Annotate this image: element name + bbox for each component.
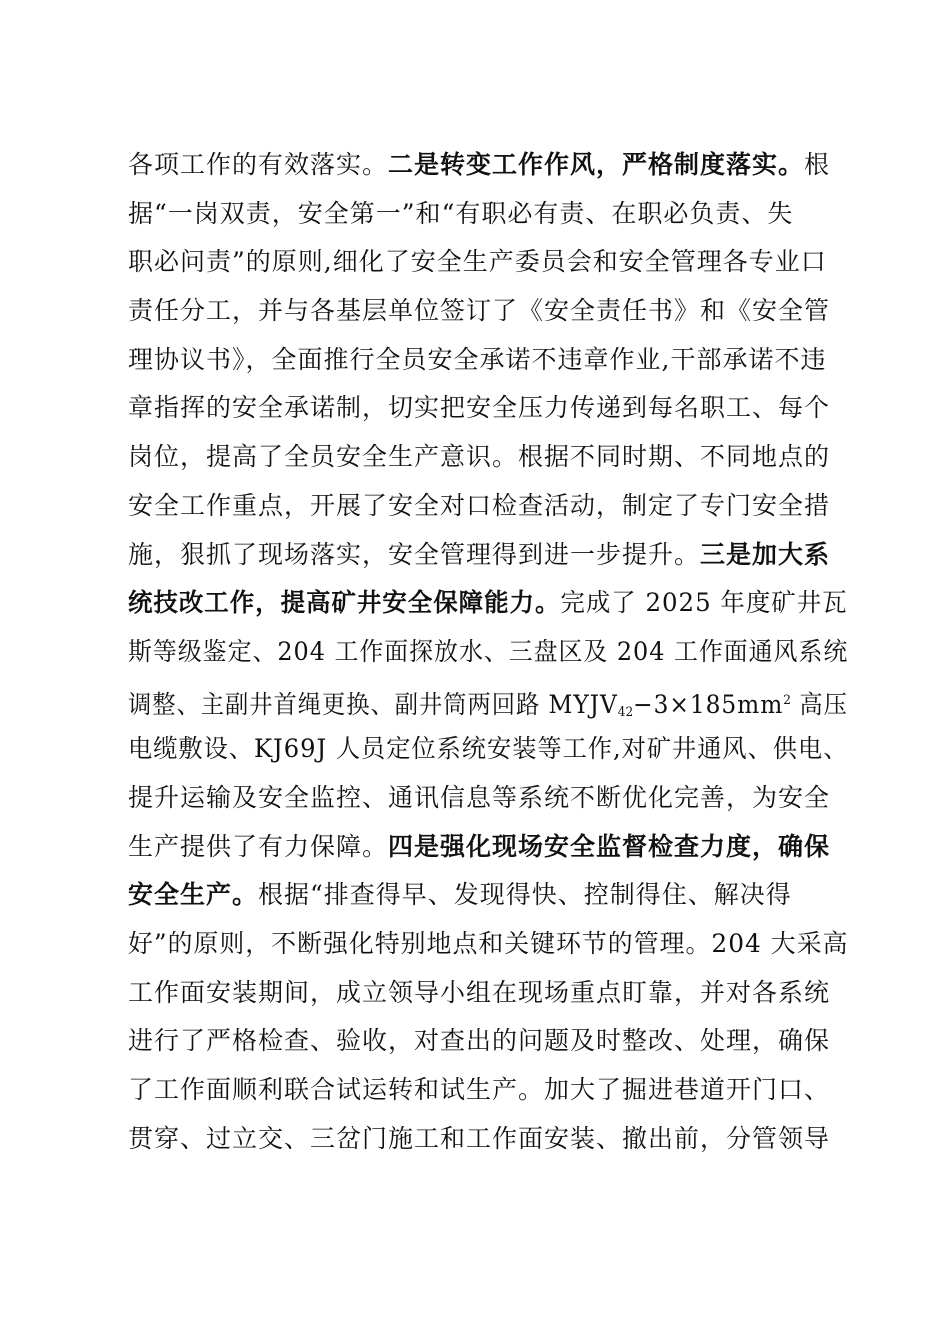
text-segment: 职必问责”的原则,细化了安全生产委员会和安全管理各专业口 [128,247,827,277]
text-line [128,823,848,872]
text-segment: 提升运输及安全监控、通讯信息等系统不断优化完善，为安全 [128,782,831,812]
text-line [128,287,848,336]
text-line [128,433,848,482]
subscript-text: 42 [617,704,634,720]
text-segment: 调整、主副井首绳更换、副井筒两回路 MYJV [128,689,618,719]
text-line [128,969,848,1018]
bold-text-segment: 二是转变工作作风，严格制度落实。 [388,150,805,179]
bold-text-segment: 统技改工作，提高矿井安全保障能力。 [128,588,561,618]
text-segment: 责任分工，并与各基层单位签订了《安全责任书》和《安全管 [128,296,831,326]
text-segment: 安全工作重点，开展了安全对口检查活动，制定了专门安全措 [128,490,831,520]
text-line [128,238,848,287]
text-line [128,141,848,190]
text-segment: 生产提供了有力保障。 [128,831,389,861]
text-segment: 理协议书》，全面推行全员安全承诺不违章作业,干部承诺不违 [128,344,827,374]
bold-text-segment: 安全生产。 [128,880,259,910]
text-line [128,1115,848,1164]
text-segment: 电缆敷设、KJ69J 人员定位系统安装等工作,对矿井通风、供电、 [128,734,849,764]
text-segment: 完成了 2025 年度矿井瓦 [560,588,848,618]
bold-text-segment: 三是加大系 [700,539,831,569]
text-line [128,384,848,433]
text-line [128,920,849,969]
bold-text-segment: 四是强化现场安全监督检查力度，确保 [388,831,831,861]
text-segment: 施，狠抓了现场落实，安全管理得到进一步提升。 [128,539,701,569]
text-line [128,628,849,677]
text-line [128,725,849,774]
text-line [128,1017,848,1066]
superscript-text: 2 [783,692,791,708]
text-line [128,871,848,920]
text-segment: −3×185mm [633,689,784,719]
text-line [128,579,848,628]
text-line [128,531,848,580]
text-segment: 进行了严格检查、验收，对查出的问题及时整改、处理，确保 [128,1026,831,1056]
text-segment: 根 [804,150,831,179]
text-line [128,482,848,531]
text-line [128,336,848,385]
text-line [128,774,848,823]
text-line [128,677,848,726]
text-line [128,1066,848,1115]
text-segment: 章指挥的安全承诺制，切实把安全压力传递到每名职工、每个 [128,393,831,423]
text-segment: 工作面安装期间，成立领导小组在现场重点盯靠，并对各系统 [128,977,831,1007]
text-segment: 贯穿、过立交、三岔门施工和工作面安装、撤出前，分管领导 [128,1123,831,1153]
text-segment: 据“一岗双责，安全第一”和“有职必有责、在职必负责、失 [128,198,794,228]
text-segment: 根据“排查得早、发现得快、控制得住、解决得 [258,880,792,910]
text-segment: 好”的原则，不断强化特别地点和关键环节的管理。204 大采高 [128,929,849,958]
text-segment: 了工作面顺利联合试运转和试生产。加大了掘进巷道开门口、 [128,1075,831,1105]
text-segment: 斯等级鉴定、204 工作面探放水、三盘区及 204 工作面通风系统 [128,636,849,666]
text-segment: 各项工作的有效落实。 [128,150,389,179]
text-segment: 岗位，提高了全员安全生产意识。根据不同时期、不同地点的 [128,442,831,472]
text-line [128,190,848,239]
text-segment: 高压 [790,689,848,719]
body-text [128,141,848,1163]
